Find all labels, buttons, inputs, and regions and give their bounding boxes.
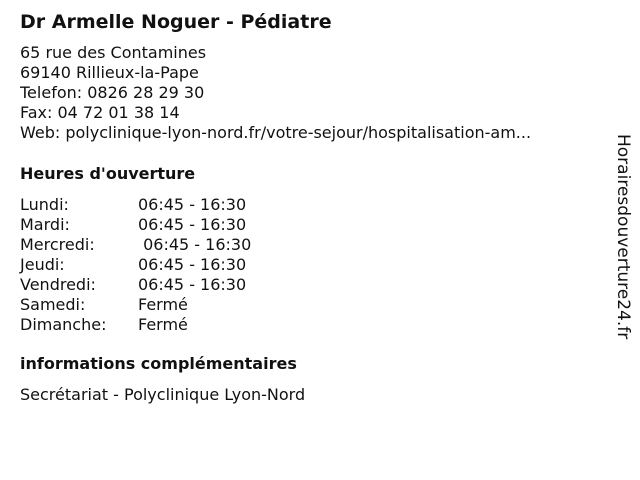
website-link[interactable]: Web: polyclinique-lyon-nord.fr/votre-sejour/hospitalisation-am... (20, 123, 532, 142)
hours-day-label: Dimanche: (20, 315, 107, 334)
street-address: 65 rue des Contamines (20, 43, 207, 62)
hours-time-value: 06:45 - 16:30 (138, 215, 247, 234)
additional-info-heading: informations complémentaires (20, 354, 297, 373)
hours-row-friday (20, 275, 251, 295)
hours-day-label: Jeudi: (20, 255, 65, 274)
hours-day-label: Samedi: (20, 295, 86, 314)
opening-hours-heading: Heures d'ouverture (20, 164, 196, 183)
hours-time-value: 06:45 - 16:30 (138, 195, 247, 214)
hours-time-value: 06:45 - 16:30 (138, 275, 247, 294)
hours-day-label: Vendredi: (20, 275, 96, 294)
additional-info-text: Secrétariat - Polyclinique Lyon-Nord (20, 385, 306, 404)
page-title: Dr Armelle Noguer - Pédiatre (20, 11, 332, 33)
hours-row-monday (20, 195, 251, 215)
city-address: 69140 Rillieux-la-Pape (20, 63, 199, 82)
hours-day-label: Mercredi: (20, 235, 95, 254)
address-block (20, 43, 590, 143)
hours-row-sunday (20, 315, 251, 335)
hours-day-label: Lundi: (20, 195, 69, 214)
fax-number: Fax: 04 72 01 38 14 (20, 103, 180, 122)
hours-day-label: Mardi: (20, 215, 70, 234)
hours-time-value: 06:45 - 16:30 (138, 235, 252, 254)
hours-time-value: Fermé (138, 315, 188, 334)
hours-row-wednesday (20, 235, 251, 255)
phone-number: Telefon: 0826 28 29 30 (20, 83, 205, 102)
opening-hours-table (20, 195, 251, 335)
hours-row-saturday (20, 295, 251, 315)
hours-row-tuesday (20, 215, 251, 235)
site-brand-vertical: Horairesdouverture24.fr (613, 134, 633, 340)
hours-time-value: Fermé (138, 295, 188, 314)
hours-row-thursday (20, 255, 251, 275)
hours-time-value: 06:45 - 16:30 (138, 255, 247, 274)
